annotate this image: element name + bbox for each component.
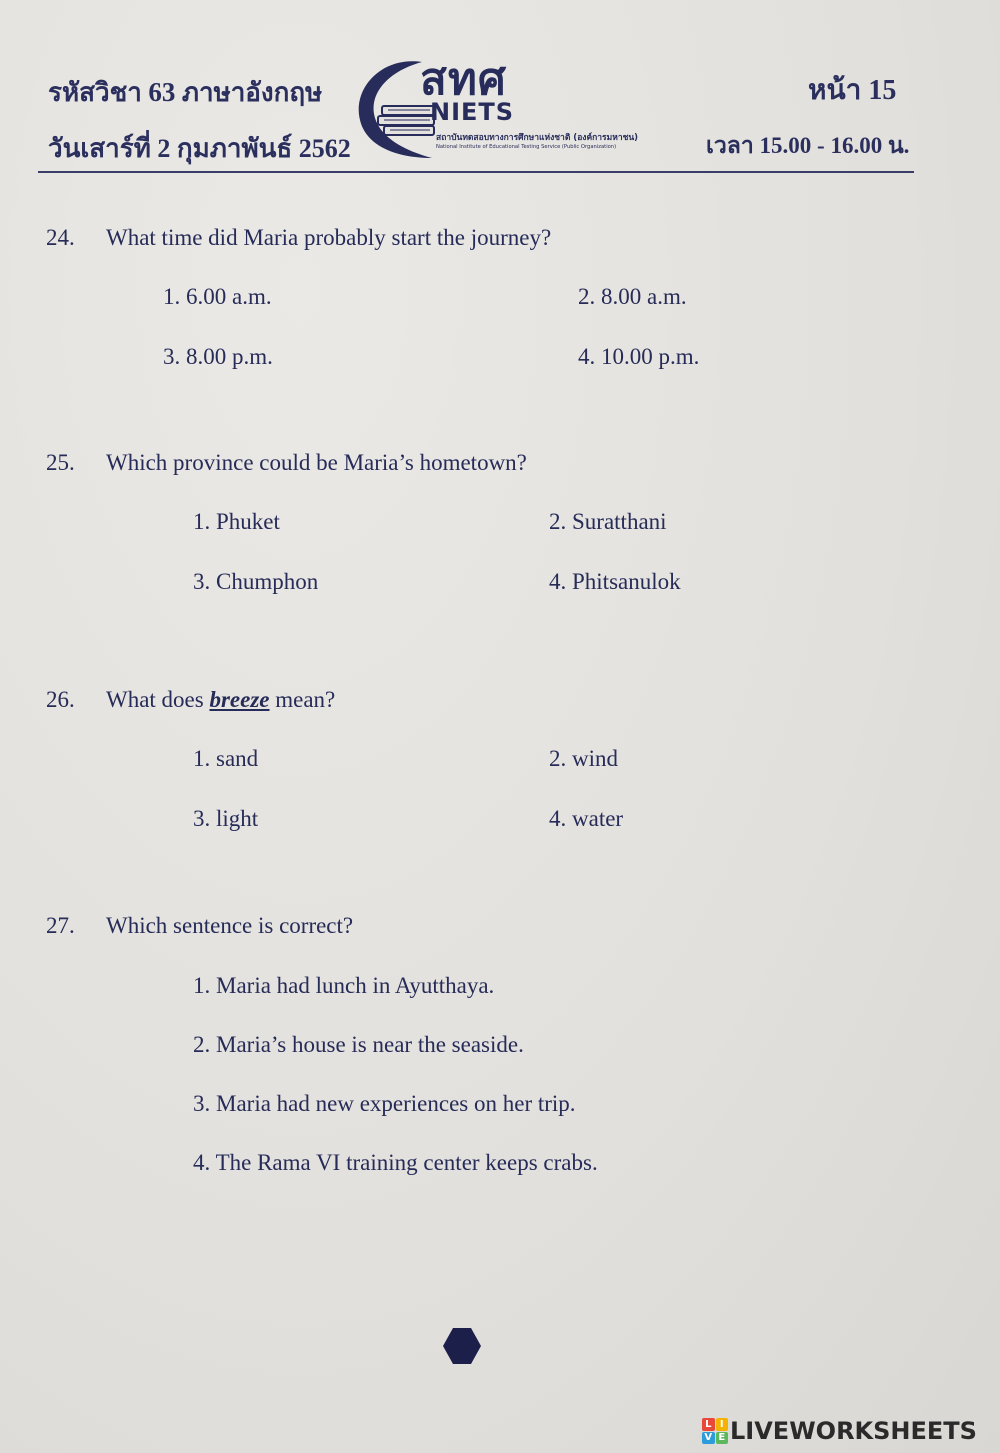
q26-option-1[interactable]: 1. sand [193, 746, 259, 771]
q27-option-4[interactable]: 4. The Rama VI training center keeps crabs. [193, 1150, 598, 1175]
logo-letter-v: V [702, 1432, 715, 1445]
q25-option-3[interactable]: 3. Chumphon [193, 569, 319, 594]
q24-option-2[interactable]: 2. 8.00 a.m. [578, 284, 687, 309]
date-label: วันเสาร์ที่ [48, 134, 151, 163]
question-24 [46, 225, 551, 251]
page-label: หน้า [808, 75, 862, 106]
liveworksheets-brand [702, 1416, 977, 1446]
question-number: 26. [46, 687, 75, 712]
time-label: เวลา [706, 133, 754, 158]
exam-time-line [706, 128, 909, 164]
q24-option-4[interactable]: 4. 10.00 p.m. [578, 344, 700, 369]
course-subject: ภาษาอังกฤษ [181, 78, 323, 107]
question-text: What time did Maria probably start the journey? [106, 225, 552, 250]
course-code: 63 [148, 77, 176, 107]
niets-logo [352, 54, 692, 162]
time-range: 15.00 - 16.00 น. [759, 133, 910, 158]
logo-subtitle-english: National Institute of Educational Testing Service (Public Organization) [436, 144, 617, 150]
q25-option-4[interactable]: 4. Phitsanulok [549, 569, 681, 594]
logo-letter-i: I [716, 1418, 729, 1431]
question-number: 27. [46, 913, 75, 938]
date-day: 2 [157, 134, 171, 163]
course-line [48, 72, 322, 113]
q25-option-2[interactable]: 2. Suratthani [549, 509, 667, 534]
page-number-line [808, 68, 896, 112]
logo-subtitle-thai: สถาบันทดสอบทางการศึกษาแห่งชาติ (องค์การมหาชน) [436, 133, 639, 143]
q27-option-1[interactable]: 1. Maria had lunch in Ayutthaya. [193, 973, 495, 998]
question-number: 25. [46, 450, 75, 475]
q26-option-2[interactable]: 2. wind [549, 746, 618, 771]
question-text-after: mean? [275, 687, 336, 712]
q26-option-3[interactable]: 3. light [193, 806, 259, 831]
header-divider [38, 171, 914, 173]
q27-option-2[interactable]: 2. Maria’s house is near the seaside. [193, 1032, 524, 1057]
question-text: Which sentence is correct? [106, 913, 354, 938]
question-25 [46, 450, 527, 476]
date-month: กุมภาพันธ์ [176, 134, 293, 163]
question-27 [46, 913, 353, 939]
course-label: รหัสวิชา [48, 78, 142, 107]
question-text: Which province could be Maria’s hometown? [106, 450, 527, 475]
liveworksheets-logo-icon [702, 1418, 728, 1444]
brand-text: LIVEWORKSHEETS [730, 1417, 977, 1445]
logo-thai-text: สทศ [420, 54, 507, 105]
q24-option-3[interactable]: 3. 8.00 p.m. [163, 344, 273, 369]
q25-option-1[interactable]: 1. Phuket [193, 509, 280, 534]
question-26 [46, 687, 335, 713]
logo-letter-e: E [716, 1432, 729, 1445]
question-text-before: What does [106, 687, 204, 712]
date-year: 2562 [298, 134, 351, 163]
logo-english-text: NIETS [430, 98, 515, 126]
page-number: 15 [868, 75, 897, 106]
hexagon-marker-icon [442, 1326, 482, 1366]
question-number: 24. [46, 225, 75, 250]
q24-option-1[interactable]: 1. 6.00 a.m. [163, 284, 272, 309]
question-keyword: breeze [209, 687, 270, 712]
q26-option-4[interactable]: 4. water [549, 806, 624, 831]
exam-date-line [48, 128, 351, 169]
q27-option-3[interactable]: 3. Maria had new experiences on her trip. [193, 1091, 576, 1116]
logo-letter-l: L [702, 1418, 715, 1431]
